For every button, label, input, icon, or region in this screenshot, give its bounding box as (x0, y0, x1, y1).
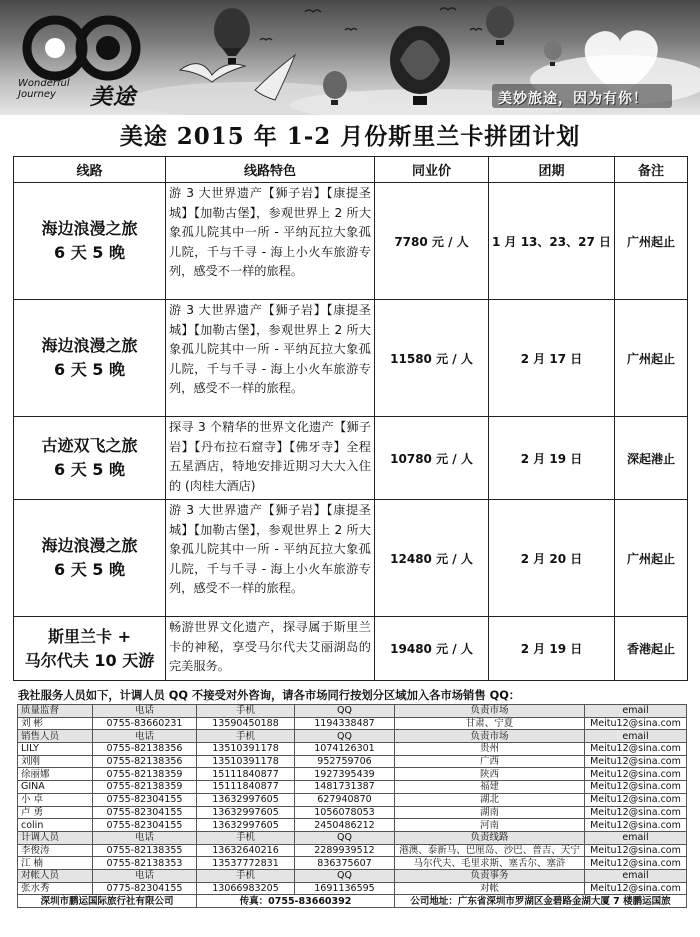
table-row (18, 717, 687, 730)
table-row (18, 781, 687, 794)
route-name: 海边浪漫之旅 6 天 5 晚 (14, 500, 166, 617)
staff-name: 江 楠 (18, 857, 93, 870)
mobile: 15111840877 (197, 781, 295, 794)
staff-name: 张水秀 (18, 882, 93, 895)
staff-column-header: 电话 (93, 869, 197, 882)
staff-column-header: 手机 (197, 869, 295, 882)
staff-column-header: email (585, 705, 687, 718)
email: Meitu12@sina.com (585, 844, 687, 857)
slogan: 美妙旅途，因为有你！ (498, 91, 648, 107)
table-row (18, 844, 687, 857)
table-row (14, 500, 688, 617)
table-row (14, 183, 688, 300)
email: Meitu12@sina.com (585, 781, 687, 794)
company-footer (18, 895, 687, 908)
market: 马尔代夫、毛里求斯、塞舌尔、塞浒 (395, 857, 585, 870)
header-banner (0, 0, 700, 115)
column-header-route: 线路 (14, 157, 166, 183)
market: 河南 (395, 819, 585, 832)
email: Meitu12@sina.com (585, 806, 687, 819)
table-row (18, 743, 687, 756)
qq: 627940870 (295, 793, 395, 806)
email: Meitu12@sina.com (585, 768, 687, 781)
staff-name: 刘 彬 (18, 717, 93, 730)
departure-dates: 2 月 20 日 (489, 500, 615, 617)
qq: 1056078053 (295, 806, 395, 819)
table-row (18, 806, 687, 819)
staff-column-header: email (585, 831, 687, 844)
email: Meitu12@sina.com (585, 793, 687, 806)
market: 对帐 (395, 882, 585, 895)
fax-number: 传真：0755-83660392 (197, 895, 395, 908)
mobile: 13066983205 (197, 882, 295, 895)
table-row (14, 617, 688, 681)
table-row (18, 793, 687, 806)
staff-column-header: 手机 (197, 831, 295, 844)
staff-column-header: 电话 (93, 705, 197, 718)
email: Meitu12@sina.com (585, 743, 687, 756)
staff-column-header: email (585, 869, 687, 882)
route-features: 畅游世界文化遗产，探寻属于斯里兰卡的神秘，享受马尔代夫艾丽湖岛的完美服务。 (166, 617, 375, 681)
hot-air-balloon-icon (214, 8, 250, 64)
email: Meitu12@sina.com (585, 857, 687, 870)
email: Meitu12@sina.com (585, 819, 687, 832)
market: 广西 (395, 755, 585, 768)
route-features: 探寻 3 个精华的世界文化遗产【狮子岩】【丹布拉石窟寺】【佛牙寺】全程五星酒店，特地安排近期习大大入住的 (肉桂大酒店) (166, 417, 375, 500)
table-header-row (14, 157, 688, 183)
staff-section-header (18, 831, 687, 844)
route-features: 游 3 大世界遗产【狮子岩】【康提圣城】【加勒古堡】，参观世界上 2 所大象孤儿院其中一所 - 平纳瓦拉大象孤儿院，千与千寻 - 海上小火车旅游专列，感受不一样的旅程。 (166, 500, 375, 617)
price: 12480 元 / 人 (375, 500, 489, 617)
staff-column-header: 质量监督 (18, 705, 93, 718)
staff-column-header: email (585, 730, 687, 743)
staff-column-header: 销售人员 (18, 730, 93, 743)
market: 贵州 (395, 743, 585, 756)
market: 陕西 (395, 768, 585, 781)
bird-icon (260, 8, 482, 40)
email: Meitu12@sina.com (585, 755, 687, 768)
departure-dates: 2 月 19 日 (489, 617, 615, 681)
qq: 1691136595 (295, 882, 395, 895)
column-header-dates: 团期 (489, 157, 615, 183)
staff-column-header: QQ (295, 869, 395, 882)
phone: 0755-82304155 (93, 793, 197, 806)
route-name: 海边浪漫之旅 6 天 5 晚 (14, 183, 166, 300)
column-header-price: 同业价 (375, 157, 489, 183)
email: Meitu12@sina.com (585, 882, 687, 895)
price: 11580 元 / 人 (375, 300, 489, 417)
company-address: 公司地址：广东省深圳市罗湖区金碧路金湖大厦 7 楼鹏运国旅 (395, 895, 687, 908)
column-header-note: 备注 (615, 157, 688, 183)
phone: 0755-83660231 (93, 717, 197, 730)
staff-column-header: 负责线路 (395, 831, 585, 844)
email: Meitu12@sina.com (585, 717, 687, 730)
route-name: 海边浪漫之旅 6 天 5 晚 (14, 300, 166, 417)
staff-name: 李俊涛 (18, 844, 93, 857)
phone: 0755-82138359 (93, 768, 197, 781)
staff-name: 小 卓 (18, 793, 93, 806)
market: 甘肃、宁夏 (395, 717, 585, 730)
mobile: 13537772831 (197, 857, 295, 870)
mobile: 15111840877 (197, 768, 295, 781)
staff-section-header (18, 869, 687, 882)
mobile: 13510391178 (197, 755, 295, 768)
staff-name: 徐丽娜 (18, 768, 93, 781)
staff-column-header: 电话 (93, 831, 197, 844)
market: 港澳、泰新马、巴厘岛、沙巴、普吉、天宁 (395, 844, 585, 857)
logo-english-text: Wonderful Journey (18, 78, 70, 100)
table-row (18, 755, 687, 768)
qq: 1194338487 (295, 717, 395, 730)
note: 广州起止 (615, 500, 688, 617)
staff-column-header: QQ (295, 831, 395, 844)
price: 7780 元 / 人 (375, 183, 489, 300)
mobile: 13590450188 (197, 717, 295, 730)
mobile: 13632997605 (197, 819, 295, 832)
note: 广州起止 (615, 300, 688, 417)
departure-dates: 2 月 19 日 (489, 417, 615, 500)
table-row (18, 819, 687, 832)
staff-name: colin (18, 819, 93, 832)
staff-name: LILY (18, 743, 93, 756)
phone: 0755-82138355 (93, 844, 197, 857)
qq: 2450486212 (295, 819, 395, 832)
table-row (18, 857, 687, 870)
staff-column-header: 手机 (197, 730, 295, 743)
qq: 1074126301 (295, 743, 395, 756)
staff-column-header: 手机 (197, 705, 295, 718)
staff-column-header: 负责事务 (395, 869, 585, 882)
company-name: 深圳市鹏运国际旅行社有限公司 (18, 895, 197, 908)
phone: 0755-82138353 (93, 857, 197, 870)
phone: 0755-82304155 (93, 806, 197, 819)
note: 香港起止 (615, 617, 688, 681)
page-title: 美途 2015 年 1-2 月份斯里兰卡拼团计划 (119, 123, 581, 150)
phone: 0755-82138359 (93, 781, 197, 794)
mobile: 13632997605 (197, 806, 295, 819)
hot-air-balloon-icon (486, 6, 514, 45)
table-row (18, 882, 687, 895)
table-row (14, 417, 688, 500)
logo-mark (27, 20, 136, 76)
staff-intro: 我社服务人员如下，计调人员 QQ 不接受对外咨询，请各市场同行按划分区域加入各市场销售 QQ： (18, 689, 521, 702)
logo-chinese-text: 美途 (90, 85, 137, 110)
table-row (18, 768, 687, 781)
market: 福建 (395, 781, 585, 794)
staff-column-header: 电话 (93, 730, 197, 743)
market: 湖南 (395, 806, 585, 819)
phone: 0755-82138356 (93, 755, 197, 768)
staff-contact-table (17, 704, 687, 908)
qq: 836375607 (295, 857, 395, 870)
staff-column-header: 负责市场 (395, 705, 585, 718)
note: 广州起止 (615, 183, 688, 300)
route-features: 游 3 大世界遗产【狮子岩】【康提圣城】【加勒古堡】，参观世界上 2 所大象孤儿院其中一所 - 平纳瓦拉大象孤儿院，千与千寻 - 海上小火车旅游专列，感受不一样的旅程。 (166, 300, 375, 417)
qq: 952759706 (295, 755, 395, 768)
mobile: 13510391178 (197, 743, 295, 756)
mobile: 13632997605 (197, 793, 295, 806)
phone: 0775-82304155 (93, 882, 197, 895)
price: 19480 元 / 人 (375, 617, 489, 681)
note: 深起港止 (615, 417, 688, 500)
staff-name: 刘刚 (18, 755, 93, 768)
route-name: 古迹双飞之旅 6 天 5 晚 (14, 417, 166, 500)
staff-column-header: 负责市场 (395, 730, 585, 743)
qq: 2289939512 (295, 844, 395, 857)
route-name: 斯里兰卡 + 马尔代夫 10 天游 (14, 617, 166, 681)
phone: 0755-82138356 (93, 743, 197, 756)
phone: 0755-82304155 (93, 819, 197, 832)
staff-column-header: QQ (295, 730, 395, 743)
table-row (14, 300, 688, 417)
staff-column-header: 对帐人员 (18, 869, 93, 882)
staff-column-header: QQ (295, 705, 395, 718)
qq: 1481731387 (295, 781, 395, 794)
price: 10780 元 / 人 (375, 417, 489, 500)
tour-plan-table (13, 156, 688, 681)
staff-name: 卢 勇 (18, 806, 93, 819)
staff-section-header (18, 730, 687, 743)
column-header-features: 线路特色 (166, 157, 375, 183)
market: 湖北 (395, 793, 585, 806)
staff-name: GINA (18, 781, 93, 794)
staff-section-header (18, 705, 687, 718)
mobile: 13632640216 (197, 844, 295, 857)
route-features: 游 3 大世界遗产【狮子岩】【康提圣城】【加勒古堡】，参观世界上 2 所大象孤儿院其中一所 - 平纳瓦拉大象孤儿院，千与千寻 - 海上小火车旅游专列，感受不一样的旅程。 (166, 183, 375, 300)
qq: 1927395439 (295, 768, 395, 781)
departure-dates: 2 月 17 日 (489, 300, 615, 417)
departure-dates: 1 月 13、23、27 日 (489, 183, 615, 300)
staff-column-header: 计调人员 (18, 831, 93, 844)
